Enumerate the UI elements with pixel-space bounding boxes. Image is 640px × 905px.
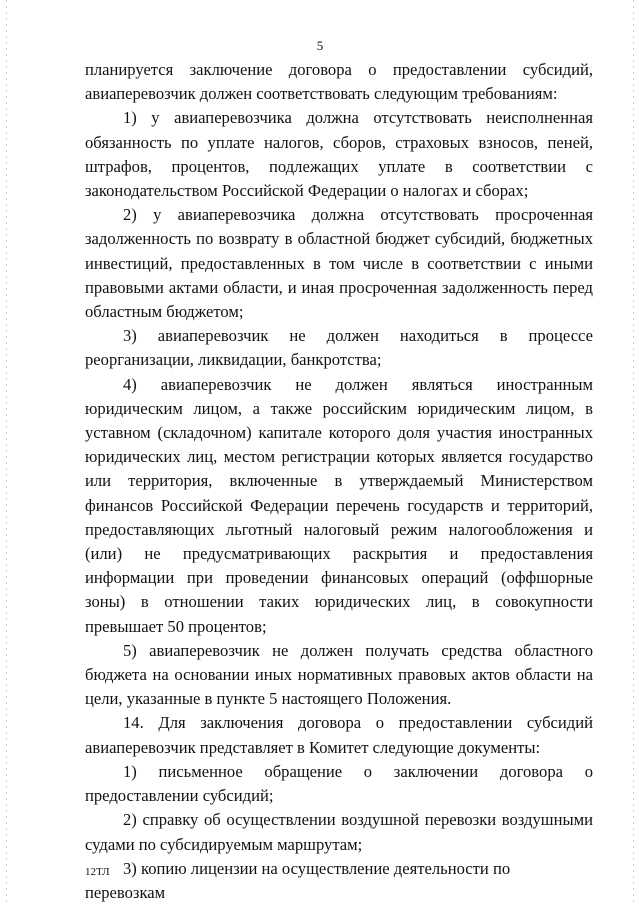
- paragraph-section-14: 14. Для заключения договора о предоставлении субсидий авиаперевозчик представляет в Комитет следующие документы:: [85, 713, 593, 757]
- paragraph-requirement-5: 5) авиаперевозчик не должен получать средства областного бюджета на основании иных нормативных правовых актов области на цели, указанные в пункте 5 настоящего Положения.: [85, 640, 593, 709]
- right-scan-edge: [633, 0, 634, 905]
- paragraph-document-3: 3) копию лицензии на осуществление деятельности по перевозкам: [85, 858, 511, 902]
- paragraph-document-2: 2) справку об осуществлении воздушной перевозки воздушными судами по субсидируемым маршрутам;: [85, 810, 593, 854]
- paragraph-document-1: 1) письменное обращение о заключении договора о предоставлении субсидий;: [85, 761, 593, 806]
- document-body: [85, 58, 593, 905]
- paragraph-requirement-1: 1) у авиаперевозчика должна отсутствовать неисполненная обязанность по уплате налогов, сборов, страховых взносов, пеней, штрафов, процентов, подлежащих уплате в соответствии с законодательством Российской Федерации о налогах и сборах;: [85, 108, 593, 201]
- paragraph-requirement-3: 3) авиаперевозчик не должен находиться в процессе реорганизации, ликвидации, банкротства;: [85, 326, 593, 370]
- left-scan-edge: [6, 0, 7, 905]
- paragraph-requirement-4: 4) авиаперевозчик не должен являться иностранным юридическим лицом, а также российским юридическим лицом, в уставном (складочном) капитале которого доля участия иностранных юридических лиц, местом регистрации которых является государство или территория, включенные в утверждаемый Министерством финансов Российской Федерации перечень государств и территорий, предоставляющих льготный налоговый режим налогообложения и (или) не предусматривающих раскрытия и предоставления информации при проведении финансовых операций (оффшорные зоны) в отношении таких юридических лиц, в совокупности превышает 50 процентов;: [85, 374, 593, 636]
- page-number: 5: [316, 38, 324, 53]
- paragraph-intro-continued: планируется заключение договора о предоставлении субсидий, авиаперевозчик должен соответствовать следующим требованиям:: [85, 60, 593, 104]
- footer-document-code: 12ТЛ: [85, 866, 110, 878]
- paragraph-requirement-2: 2) у авиаперевозчика должна отсутствовать просроченная задолженность по возврату в областной бюджет субсидий, бюджетных инвестиций, предоставленных в том числе в соответствии с иными правовыми актами области, и иная просроченная задолженность перед областным бюджетом;: [85, 205, 593, 322]
